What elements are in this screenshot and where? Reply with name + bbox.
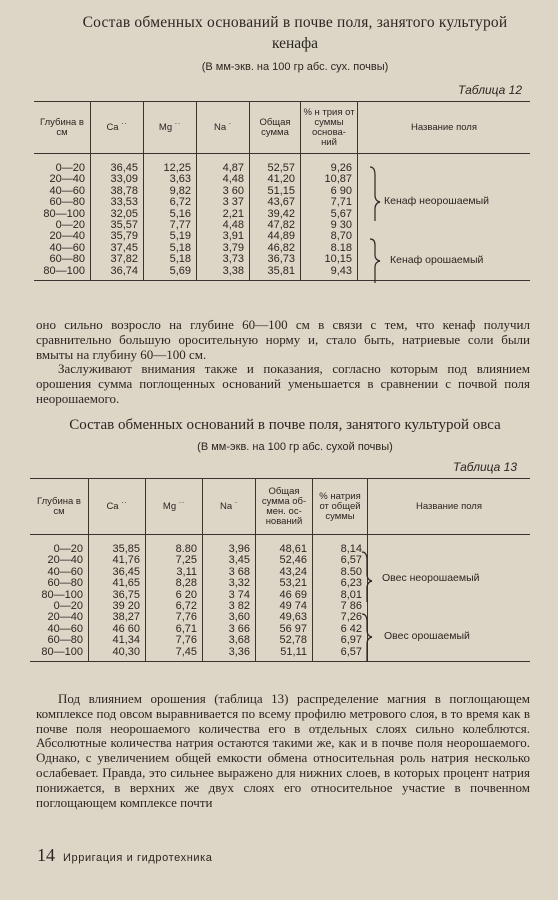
table-cell: 52,78	[256, 635, 313, 646]
table-cell: 5,19	[144, 231, 197, 242]
field-cell	[358, 163, 531, 174]
header-ca: Ca ˙˙	[91, 102, 144, 154]
table-cell: 5,16	[144, 209, 197, 220]
table-cell: 35,85	[89, 544, 146, 555]
table-cell: 6,71	[146, 624, 203, 635]
table-cell: 43,67	[250, 197, 301, 208]
field-cell	[358, 231, 531, 242]
table-cell: 40—60	[49, 241, 85, 254]
table-cell: 2,21	[197, 209, 250, 220]
table-cell: 5,18	[144, 254, 197, 265]
table-cell: 51,11	[256, 647, 313, 662]
table12-title-line2: кенафа	[271, 35, 319, 52]
header-field-name: Название поля	[368, 479, 531, 535]
table-cell: 4,87	[197, 163, 250, 174]
table-cell: 41,34	[89, 635, 146, 646]
table-cell: 9,26	[301, 163, 358, 174]
table-cell: 6 90	[301, 186, 358, 197]
header-total: Общая сумма	[250, 102, 301, 154]
table-cell: 44,89	[250, 231, 301, 242]
table-cell: 43,24	[256, 567, 313, 578]
header-depth: Глубина в см	[30, 479, 89, 535]
table-cell: 53,21	[256, 578, 313, 589]
table-cell: 52,57	[250, 163, 301, 174]
table-cell: 3,73	[197, 254, 250, 265]
table13-field-b: Овес орошаемый	[384, 630, 470, 642]
header-na: Na ˙	[203, 479, 256, 535]
table-cell: 7,45	[146, 647, 203, 662]
table-cell: 8.18	[301, 243, 358, 254]
table-cell: 5,18	[144, 243, 197, 254]
table-cell: 7,76	[146, 612, 203, 623]
table-cell: 41,20	[250, 174, 301, 185]
table-cell: 3 68	[203, 567, 256, 578]
table-cell: 3 60	[197, 186, 250, 197]
table-cell: 46 60	[89, 624, 146, 635]
table-cell: 36,45	[91, 163, 144, 174]
table-cell: 20—40	[47, 611, 83, 624]
field-cell	[368, 555, 531, 566]
table13-number: Таблица 13	[453, 460, 518, 474]
table12-unit: (В мм-экв. на 100 гр абс. сух. почвы)	[201, 61, 389, 73]
table-cell: 36,74	[91, 266, 144, 281]
header-field-name: Название поля	[358, 102, 531, 154]
table13-title: Состав обменных оснований в почве поля, занятого культурой овса	[69, 417, 501, 433]
table-cell: 37,82	[91, 254, 144, 265]
table-cell: 51,15	[250, 186, 301, 197]
table-cell: 40—60	[47, 565, 83, 578]
header-mg: Mg ˙˙	[144, 102, 197, 154]
table-cell: 39 20	[89, 601, 146, 612]
table-cell: 20—40	[47, 554, 83, 567]
table-cell: 37,45	[91, 243, 144, 254]
table-cell: 33,53	[91, 197, 144, 208]
table-cell: 38,78	[91, 186, 144, 197]
table-cell: 3,38	[197, 266, 250, 281]
paragraph-block-1	[36, 318, 530, 407]
table-cell: 3 37	[197, 197, 250, 208]
table-cell: 80—100	[43, 207, 85, 220]
table-cell: 80—100	[30, 647, 89, 662]
table-cell: 41,65	[89, 578, 146, 589]
field-cell	[358, 220, 531, 231]
page-footer	[37, 845, 212, 866]
table-cell: 3,11	[146, 567, 203, 578]
table-cell: 6,72	[146, 601, 203, 612]
table-cell: 8,14	[313, 544, 368, 555]
table-cell: 8,70	[301, 231, 358, 242]
table-cell: 4,48	[197, 220, 250, 231]
table-cell: 6,57	[313, 647, 368, 662]
table-cell: 60—80	[49, 253, 85, 266]
table-cell: 38,27	[89, 612, 146, 623]
table-cell: 33,09	[91, 174, 144, 185]
field-cell	[368, 590, 531, 601]
table-cell: 10,15	[301, 254, 358, 265]
table-cell: 8.80	[146, 544, 203, 555]
header-na-percent: % н трия от суммы основа- ний	[301, 102, 358, 154]
header-mg: Mg ˙˙	[146, 479, 203, 535]
table-cell: 52,46	[256, 555, 313, 566]
field-cell	[368, 601, 531, 612]
table-cell: 3,36	[203, 647, 256, 662]
table-cell: 35,79	[91, 231, 144, 242]
table-cell: 40—60	[49, 184, 85, 197]
table-cell: 39,42	[250, 209, 301, 220]
table-cell: 8.50	[313, 567, 368, 578]
spacer-cell	[368, 535, 531, 545]
table-cell: 0—20	[53, 600, 83, 613]
table-cell: 6 20	[146, 590, 203, 601]
table-cell: 7 86	[313, 601, 368, 612]
table-row	[30, 647, 530, 662]
table-cell: 47,82	[250, 220, 301, 231]
table-cell: 6,23	[313, 578, 368, 589]
table-cell: 7,25	[146, 555, 203, 566]
table-cell: 7,26	[313, 612, 368, 623]
table13-brace-icon	[360, 550, 374, 666]
table12-field-a: Кенаф неорошаемый	[384, 195, 490, 207]
table-cell: 3 66	[203, 624, 256, 635]
table-cell: 3 82	[203, 601, 256, 612]
table-cell: 0—20	[55, 219, 85, 232]
table-cell: 60—80	[47, 634, 83, 647]
table-cell: 36,73	[250, 254, 301, 265]
table-cell: 5,67	[301, 209, 358, 220]
table-cell: 7,77	[144, 220, 197, 231]
table-cell: 20—40	[49, 173, 85, 186]
field-cell	[368, 544, 531, 555]
table-cell: 36,75	[89, 590, 146, 601]
spacer-cell	[358, 154, 531, 164]
table-cell: 6,57	[313, 555, 368, 566]
table-cell: 7,71	[301, 197, 358, 208]
header-total: Общая сумма об- мен. ос- нований	[256, 479, 313, 535]
paragraph-2: Заслуживают внимания также и показания, согласно которым под влиянием орошения сумма поглощенных оснований уменьшается в сравнении с почвой поля неорошаемого.	[36, 361, 530, 406]
table-cell: 80—100	[41, 588, 83, 601]
table-cell: 35,57	[91, 220, 144, 231]
field-cell	[358, 209, 531, 220]
table-cell: 40,30	[89, 647, 146, 662]
table-cell: 3,79	[197, 243, 250, 254]
journal-title: Ирригация и гидротехника	[63, 852, 213, 864]
table-cell: 0—20	[53, 543, 83, 555]
table-cell: 36,45	[89, 567, 146, 578]
table-cell: 49,63	[256, 612, 313, 623]
table-cell: 60—80	[47, 577, 83, 590]
table13-body	[30, 535, 530, 662]
table-cell: 5,69	[144, 266, 197, 281]
table-cell: 3,32	[203, 578, 256, 589]
table-cell: 80—100	[34, 266, 91, 281]
table-cell: 46 69	[256, 590, 313, 601]
table-cell: 4,48	[197, 174, 250, 185]
paragraph-3: Под влиянием орошения (таблица 13) распределение магния в поглощающем комплексе под овсом выравнивается по всему профилю метрового слоя, в то время как в почве поля неорошаемого количества его в отдельных слоях сильно колеблются. Абсолютные количества натрия остаются такими же, как и в почве поля неорошаемого. Однако, с увеличением общей емкости обмена относительная роль натрия несколько ослабевает. Правда, это сильнее выражено для нижних слоев, в которых процент натрия понижается, в верхних же двух слоях его относительное участие в почвенном поглощающем комплексе почти	[36, 691, 530, 810]
table-cell: 12,25	[144, 163, 197, 174]
table13-field-a: Овес неорошаемый	[382, 572, 480, 584]
table12-number: Таблица 12	[458, 83, 523, 97]
page-number: 14	[37, 845, 55, 865]
table-cell: 41,76	[89, 555, 146, 566]
table-cell: 3,60	[203, 612, 256, 623]
table-cell: 32,05	[91, 209, 144, 220]
table-cell: 9,82	[144, 186, 197, 197]
table-cell: 3 74	[203, 590, 256, 601]
field-cell	[358, 174, 531, 185]
table-cell: 48,61	[256, 544, 313, 555]
table-cell: 9 30	[301, 220, 358, 231]
table-cell: 10,87	[301, 174, 358, 185]
table-cell: 3,68	[203, 635, 256, 646]
table-cell: 20—40	[49, 230, 85, 243]
table-cell: 35,81	[250, 266, 301, 281]
table-row	[34, 266, 530, 281]
table-cell: 46,82	[250, 243, 301, 254]
table-cell: 60—80	[49, 196, 85, 209]
header-na-percent: % натрия от общей суммы	[313, 479, 368, 535]
table-cell: 7,76	[146, 635, 203, 646]
table-cell: 3,96	[203, 544, 256, 555]
table-cell: 3,63	[144, 174, 197, 185]
table-cell: 40—60	[47, 622, 83, 635]
header-depth: Глубина в см	[34, 102, 91, 154]
header-na: Na ˙	[197, 102, 250, 154]
table13-unit: (В мм-экв. на 100 гр абс. сухой почвы)	[197, 441, 393, 453]
table-cell: 56 97	[256, 624, 313, 635]
field-cell	[358, 243, 531, 254]
table-cell: 0—20	[55, 162, 85, 174]
table-cell: 3,45	[203, 555, 256, 566]
field-cell	[358, 266, 531, 281]
table-cell: 9,43	[301, 266, 358, 281]
header-ca: Ca ˙˙	[89, 479, 146, 535]
table-cell: 8,28	[146, 578, 203, 589]
table-cell: 49 74	[256, 601, 313, 612]
field-cell	[368, 647, 531, 662]
table-cell: 3,91	[197, 231, 250, 242]
paragraph-1: оно сильно возросло на глубине 60—100 см в связи с тем, что кенаф получил сравнительно большую оросительную норму и, стало быть, натриевые соли были вмыты на глубину 60—100 см.	[36, 317, 530, 362]
table12-field-b: Кенаф орошаемый	[390, 254, 484, 266]
table-cell: 6 42	[313, 624, 368, 635]
table-cell: 6,72	[144, 197, 197, 208]
table12-title: Состав обменных оснований в почве поля, занятого культурой	[82, 14, 508, 31]
field-cell	[368, 612, 531, 623]
table12-brace-icon	[368, 165, 382, 285]
paragraph-block-2	[36, 692, 530, 810]
table-cell: 6,97	[313, 635, 368, 646]
table-cell: 8,01	[313, 590, 368, 601]
